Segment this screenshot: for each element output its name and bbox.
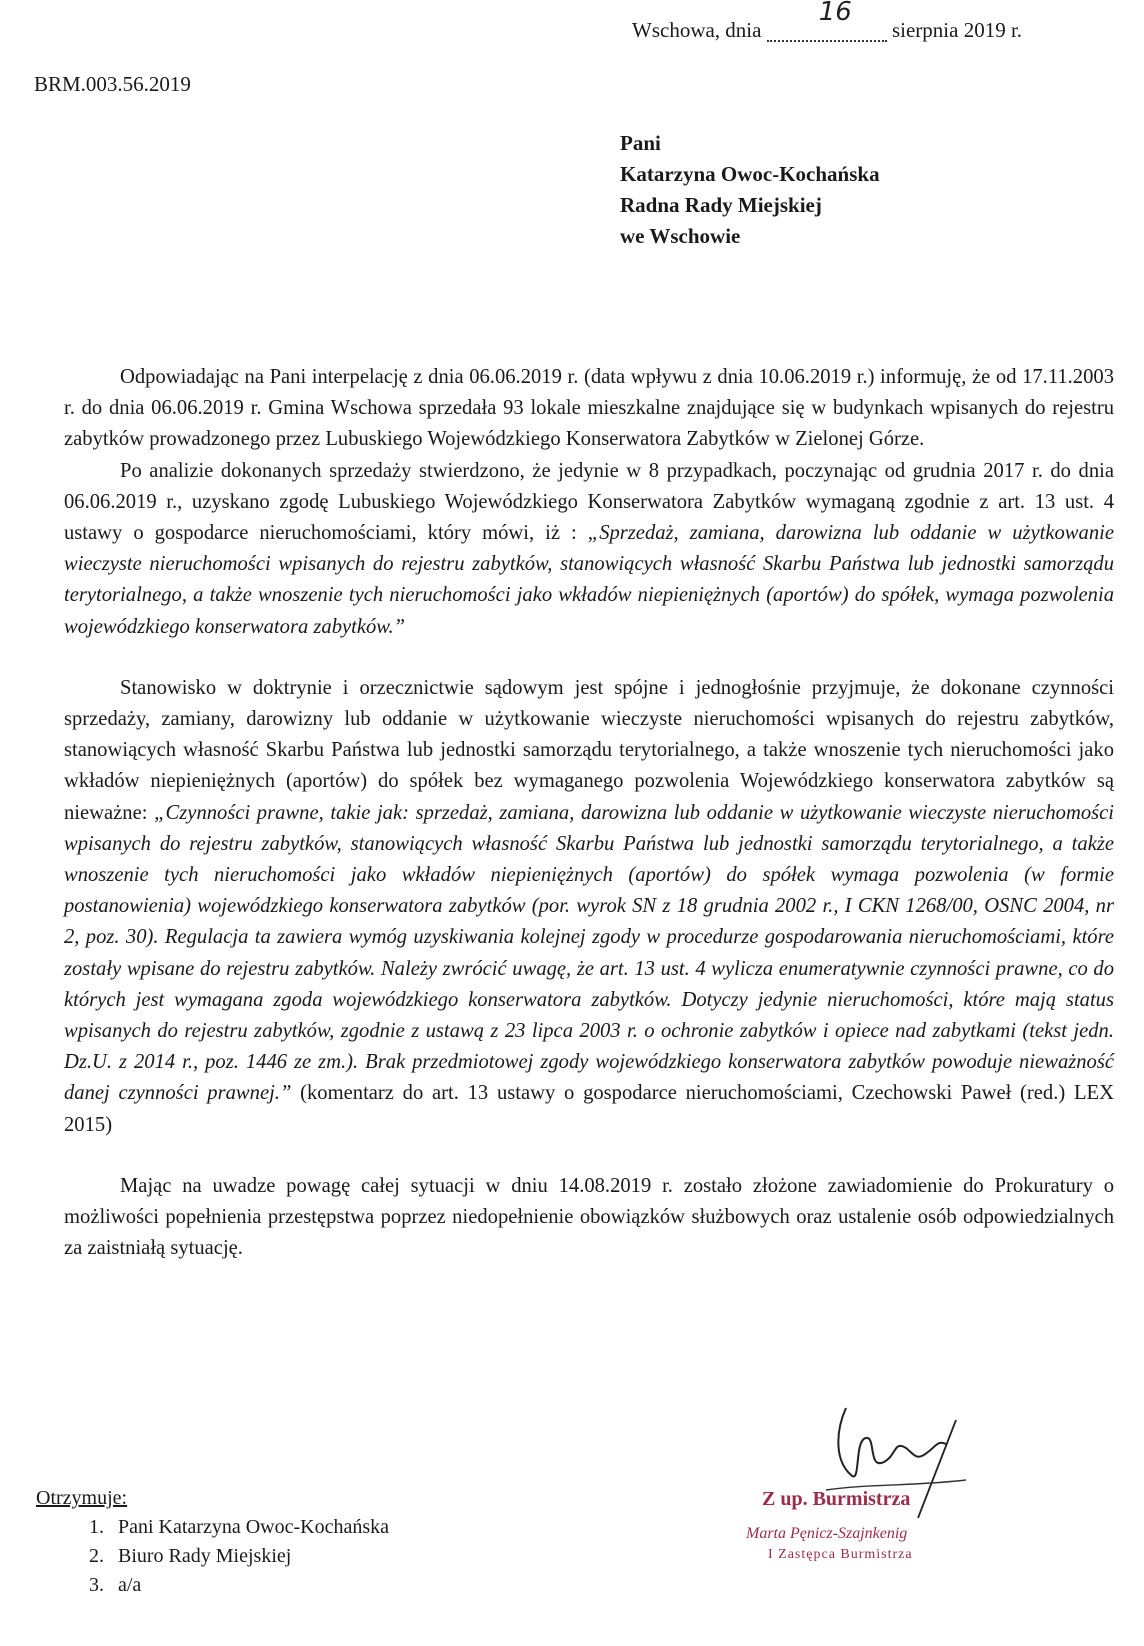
paragraph-3-quote: „Czynności prawne, takie jak: sprzedaż, zamiana, darowizna lub oddanie w użytkowanie wieczyste nieruchomości wpisanych do rejestru zabytków, stanowiących własność Skarbu Państwa lub jednostki samorządu terytorialnego, a także wnoszenie tych nieruchomości jako wkładów niepieniężnych (aportów) do spółek wymaga pozwolenia (w formie postanowienia) wojewódzkiego konserwatora zabytków (por. wyrok SN z 18 grudnia 2002 r., I CKN 1268/00, OSNC 2004, nr 2, poz. 30). Regulacja ta zawiera wymóg uzyskiwania kolejnej zgody w procedurze gospodarowania nieruchomościami, które zostały wpisane do rejestru zabytków. Należy zwrócić uwagę, że art. 13 ust. 4 wylicza enumeratywnie czynności prawne, co do których jest wymagana zgoda wojewódzkiego konserwatora zabytków. Dotyczy jedynie nieruchomości, które mają status wpisanych do rejestru zabytków, zgodnie z ustawą z 23 lipca 2003 r. o ochronie zabytków i opiece nad zabytkami (tekst jedn. Dz.U. z 2014 r., poz. 1446 ze zm.). Brak przedmiotowej zgody wojewódzkiego konserwatora zabytków powoduje nieważność danej czynności prawnej.” xyxy=(64,801,1114,1105)
list-item-text: a/a xyxy=(118,1574,142,1596)
addressee-block xyxy=(620,128,880,252)
letter-body xyxy=(64,362,1114,1264)
addressee-line: we Wschowie xyxy=(620,224,741,248)
list-item-number: 1. xyxy=(89,1516,104,1538)
date-prefix: Wschowa, dnia xyxy=(632,18,762,42)
list-item-text: Biuro Rady Miejskiej xyxy=(118,1545,292,1567)
date-day-field xyxy=(767,0,887,42)
list-item xyxy=(36,1513,389,1542)
stamp-authority: Z up. Burmistrza xyxy=(762,1488,911,1510)
paragraph-3-tail: (komentarz do art. 13 ustawy o gospodarce nieruchomościami, Czechowski Paweł (red.) LEX 2015) xyxy=(64,1082,1114,1136)
addressee-line: Katarzyna Owoc-Kochańska xyxy=(620,162,880,186)
date-suffix: sierpnia 2019 r. xyxy=(891,18,1023,42)
addressee-line: Radna Rady Miejskiej xyxy=(620,193,822,217)
addressee-line: Pani xyxy=(620,131,661,155)
paragraph-3 xyxy=(64,673,1114,1141)
date-line xyxy=(632,0,1023,43)
recipients-header: Otrzymuje: xyxy=(36,1487,128,1509)
paragraph-2-quote: „Sprzedaż, zamiana, darowizna lub oddanie w użytkowanie wieczyste nieruchomości wpisanych do rejestru zabytków, stanowiących własność Skarbu Państwa lub jednostki samorządu terytorialnego, a także wnoszenie tych nieruchomości jako wkładów niepieniężnych (aportów) do spółek, wymaga pozwolenia wojewódzkiego konserwatora zabytków.” xyxy=(64,522,1114,638)
reference-number: BRM.003.56.2019 xyxy=(34,72,191,96)
stamp-title: I Zastępca Burmistrza xyxy=(768,1547,913,1562)
list-item-number: 2. xyxy=(89,1545,104,1567)
recipients-block xyxy=(36,1484,389,1600)
handwritten-day: 16 xyxy=(818,0,852,27)
paragraph-3-lead: Stanowisko w doktrynie i orzecznictwie sądowym jest spójne i jednogłośnie przyjmuje, że dokonane czynności sprzedaży, zamiany, darowizny lub oddanie w użytkowanie wieczyste nieruchomości wpisanych do rejestru zabytków, stanowiących własność Skarbu Państwa lub jednostki samorządu terytorialnego, a także wnoszenie tych nieruchomości jako wkładów niepieniężnych (aportów) do spółek bez wymaganego pozwolenia Wojewódzkiego konserwatora zabytków są nieważne: xyxy=(64,676,1114,824)
list-item xyxy=(36,1571,389,1600)
recipients-list xyxy=(36,1513,389,1600)
list-item xyxy=(36,1542,389,1571)
signature-block xyxy=(746,1400,1006,1562)
list-item-text: Pani Katarzyna Owoc-Kochańska xyxy=(118,1516,390,1538)
list-item-number: 3. xyxy=(89,1574,104,1596)
paragraph-2 xyxy=(64,456,1114,643)
stamp-name: Marta Pęnicz-Szajnkenig xyxy=(746,1525,908,1542)
paragraph-2-lead: Po analizie dokonanych sprzedaży stwierdzono, że jedynie w 8 przypadkach, poczynając od grudnia 2017 r. do dnia 06.06.2019 r., uzyskano zgodę Lubuskiego Wojewódzkiego Konserwatora Zabytków wymaganą zgodnie z art. 13 ust. 4 ustawy o gospodarce nieruchomościami, który mówi, iż : xyxy=(64,459,1114,545)
paragraph-1: Odpowiadając na Pani interpelację z dnia 06.06.2019 r. (data wpływu z dnia 10.06.2019 r.) informuję, że od 17.11.2003 r. do dnia 06.06.2019 r. Gmina Wschowa sprzedała 93 lokale mieszkalne znajdujące się w budynkach wpisanych do rejestru zabytków prowadzonego przez Lubuskiego Wojewódzkiego Konserwatora Zabytków w Zielonej Górze. xyxy=(64,366,1114,451)
paragraph-4: Mając na uwadze powagę całej sytuacji w dniu 14.08.2019 r. zostało złożone zawiadomienie do Prokuratury o możliwości popełnienia przestępstwa poprzez niedopełnienie obowiązków służbowych oraz ustalenie osób odpowiedzialnych za zaistniałą sytuację. xyxy=(64,1174,1114,1260)
